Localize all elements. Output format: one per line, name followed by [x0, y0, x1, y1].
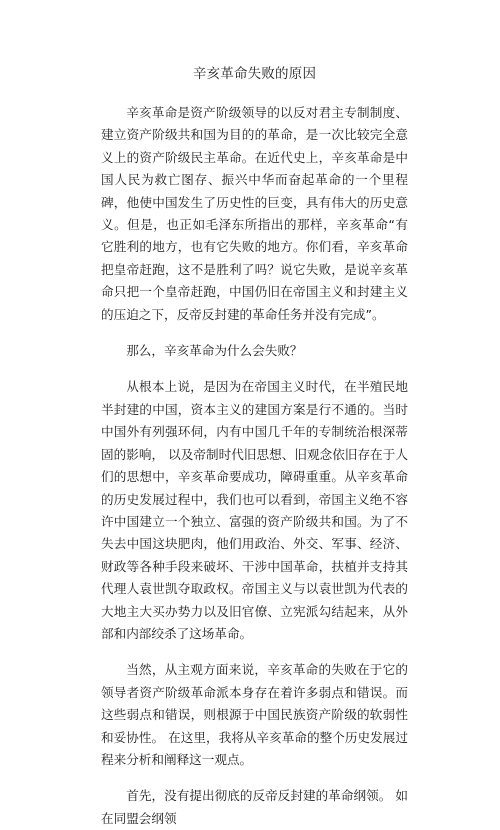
paragraph-subjective-cause: 当然，从主观方面来说，辛亥革命的失败在于它的领导者资产阶级革命派本身存在着许多弱点和错误。而这些弱点和错误，则根源于中国民族资产阶级的软弱性和妥协性。 在这里，我将从辛亥革命的整个历史发展过程来分析和阐释这一观点。 — [101, 662, 408, 767]
paragraph-question: 那么，辛亥革命为什么会失败？ — [126, 343, 303, 359]
paragraph-first-point: 首先，没有提出彻底的反帝反封建的革命纲领。 如在同盟会纲领 — [101, 788, 408, 826]
document-title: 辛亥革命失败的原因 — [192, 66, 317, 82]
paragraph-intro: 辛亥革命是资产阶级领导的以反对君主专制制度、建立资产阶级共和国为目的的革命，是一次比较完全意义上的资产阶级民主革命。在近代史上，辛亥革命是中国人民为救亡图存、振兴中华而奋起革命的一个里程碑，他使中国发生了历史性的巨变，具有伟大的历史意义。但是，也正如毛泽东所指出的那样，辛亥革命“有它胜利的地方，也有它失败的地方。你们看，辛亥革命把皇帝赶跑，这不是胜利了吗？说它失败，是说辛亥革命只把一个皇帝赶跑，中国仍旧在帝国主义和封建主义的压迫之下，反帝反封建的革命任务并没有完成”。 — [101, 105, 408, 322]
paragraph-fundamental-cause: 从根本上说，是因为在帝国主义时代，在半殖民地半封建的中国，资本主义的建国方案是行不通的。当时中国外有列强环伺，内有中国几千年的专制统治根深蒂固的影响， 以及帝制时代旧思想、旧观念依旧存在于人们的思想中，辛亥革命要成功，障碍重重。从辛亥革命的历史发展过程中，我们也可以看到，帝国主义绝不容许中国建立一个独立、富强的资产阶级共和国。为了不失去中国这块肥肉，他们用政治、外交、军事、经济、财政等各种手段来破坏、干涉中国革命，扶植并支持其代理人袁世凯夺取政权。帝国主义与以袁世凯为代表的大地主大买办势力以及旧官僚、立宪派勾结起来，从外部和内部绞杀了这场革命。 — [101, 379, 408, 641]
